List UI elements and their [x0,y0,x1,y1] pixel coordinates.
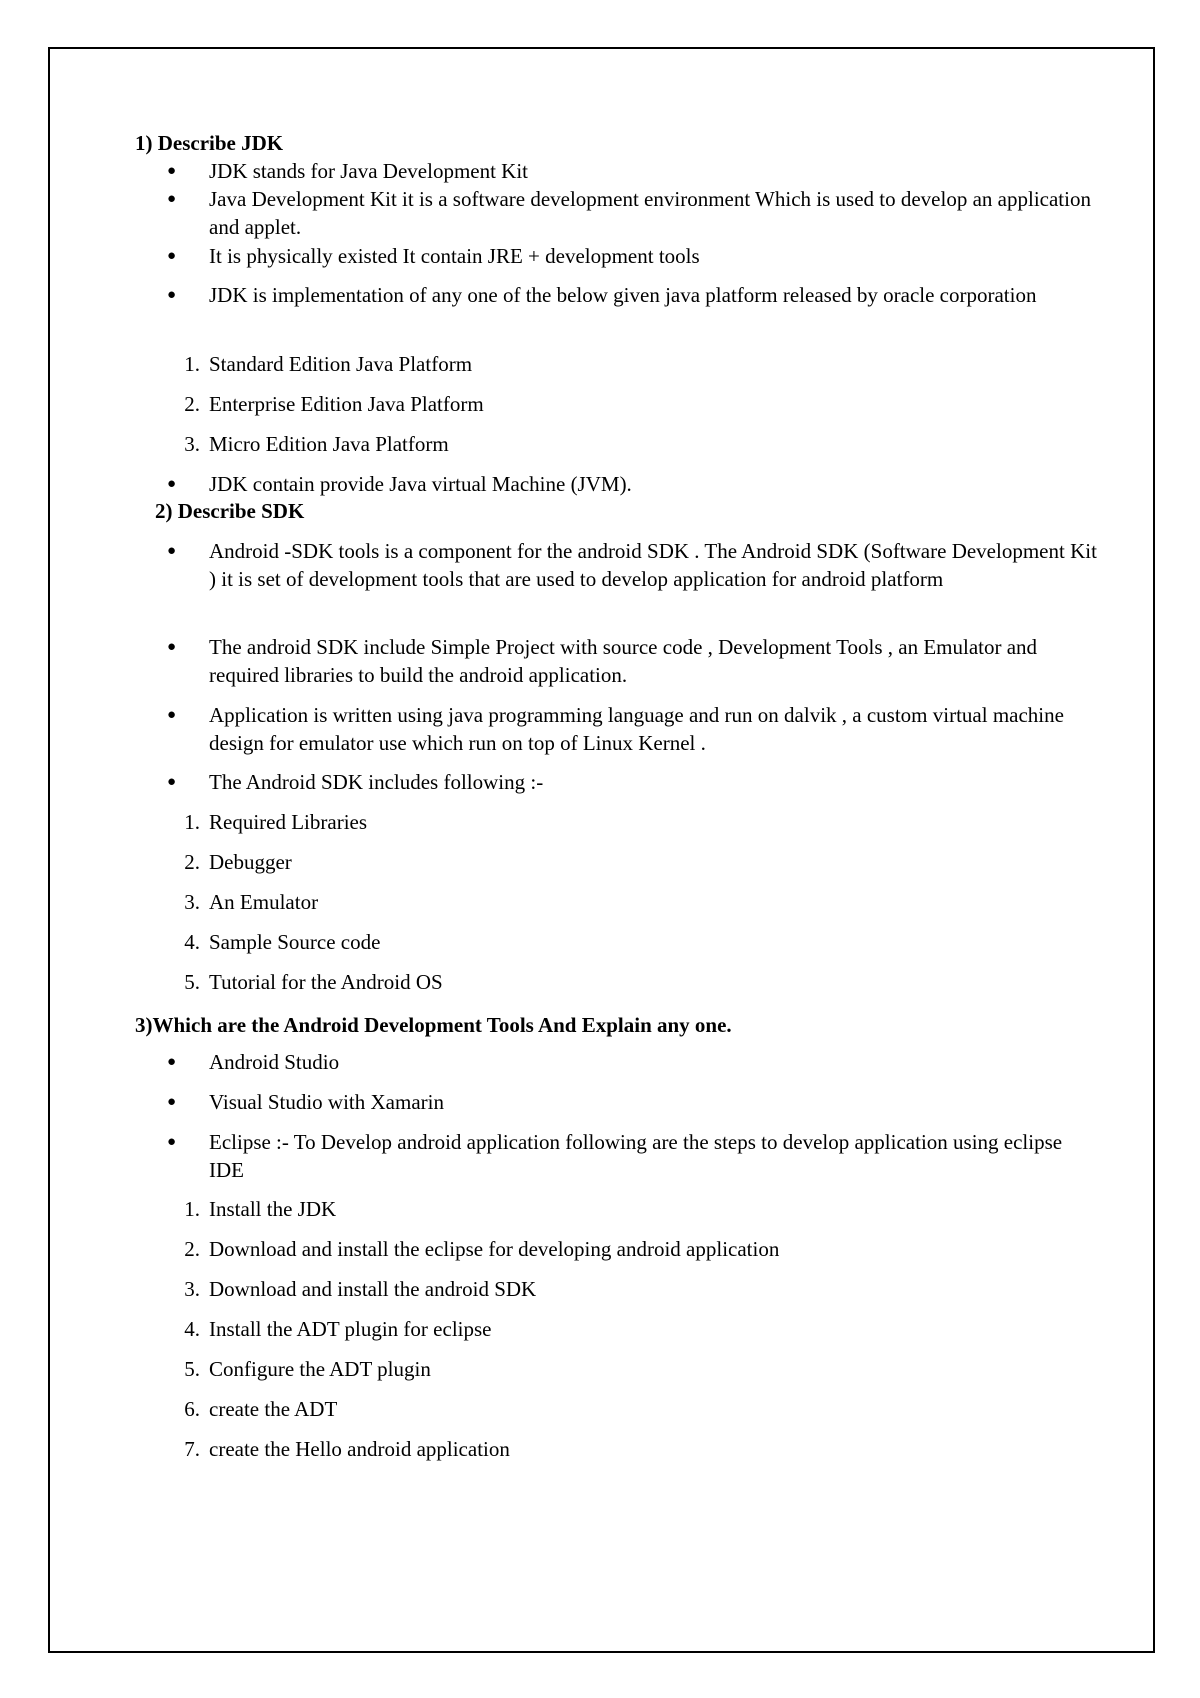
list-item-text: Java Development Kit it is a software development environment Which is used to develop an application and applet. [209,187,1091,239]
list-item-text: Sample Source code [209,930,381,954]
list-item-text: Download and install the eclipse for developing android application [209,1237,780,1261]
list-item-text: Application is written using java programming language and run on dalvik , a custom virtual machine design for emulator use which run on top of Linux Kernel . [209,703,1064,755]
list-item-text: It is physically existed It contain JRE + development tools [209,244,700,268]
bullet-icon: ● [167,248,177,264]
list-item-text: Android -SDK tools is a component for the android SDK . The Android SDK (Software Development Kit ) it is set of development tools that are used to develop application for android platform [209,539,1097,591]
list-number: 5. [184,970,200,994]
list-item-text: JDK is implementation of any one of the below given java platform released by oracle corporation [209,283,1037,307]
list-item-text: Configure the ADT plugin [209,1357,431,1381]
list-number: 3. [184,1277,200,1301]
list-number: 2. [184,392,200,416]
list-item-text: An Emulator [209,890,319,914]
heading-android-tools: 3)Which are the Android Development Tools And Explain any one. [135,1013,732,1037]
bullet-icon: ● [167,543,177,559]
list-number: 6. [184,1397,200,1421]
list-number: 1. [184,1197,200,1221]
bullet-icon: ● [167,1134,177,1150]
bullet-icon: ● [167,191,177,207]
list-item-text: Download and install the android SDK [209,1277,537,1301]
list-item-text: Android Studio [209,1050,340,1074]
bullet-icon: ● [167,639,177,655]
bullet-icon: ● [167,476,177,492]
list-item-text: The Android SDK includes following :- [209,770,544,794]
list-number: 3. [184,890,200,914]
list-item-text: Eclipse :- To Develop android application following are the steps to develop application using eclipse IDE [209,1130,1063,1182]
list-item-text: Standard Edition Java Platform [209,352,473,376]
list-number: 4. [184,930,200,954]
list-number: 1. [184,810,200,834]
bullet-icon: ● [167,163,177,179]
list-item-text: Tutorial for the Android OS [209,970,443,994]
list-item-text: Install the JDK [209,1197,337,1221]
list-item-text: Required Libraries [209,810,368,834]
list-item-text: Micro Edition Java Platform [209,432,449,456]
list-number: 2. [184,1237,200,1261]
heading-describe-jdk: 1) Describe JDK [135,131,284,155]
heading-describe-sdk: 2) Describe SDK [155,499,305,523]
bullet-icon: ● [167,287,177,303]
list-item-text: JDK contain provide Java virtual Machine (JVM). [209,472,632,496]
list-number: 2. [184,850,200,874]
list-number: 1. [184,352,200,376]
list-number: 5. [184,1357,200,1381]
list-item-text: The android SDK include Simple Project with source code , Development Tools , an Emulator and required libraries to build the android application. [209,635,1038,687]
list-number: 7. [184,1437,200,1461]
bullet-icon: ● [167,1054,177,1070]
list-item-text: create the Hello android application [209,1437,510,1461]
bullet-icon: ● [167,1094,177,1110]
list-item-text: JDK stands for Java Development Kit [209,159,529,183]
list-number: 4. [184,1317,200,1341]
bullet-icon: ● [167,707,177,723]
list-item-text: Enterprise Edition Java Platform [209,392,484,416]
bullet-icon: ● [167,774,177,790]
list-number: 3. [184,432,200,456]
list-item-text: Debugger [209,850,292,874]
list-item-text: Install the ADT plugin for eclipse [209,1317,492,1341]
list-item-text: create the ADT [209,1397,338,1421]
list-item-text: Visual Studio with Xamarin [209,1090,444,1114]
